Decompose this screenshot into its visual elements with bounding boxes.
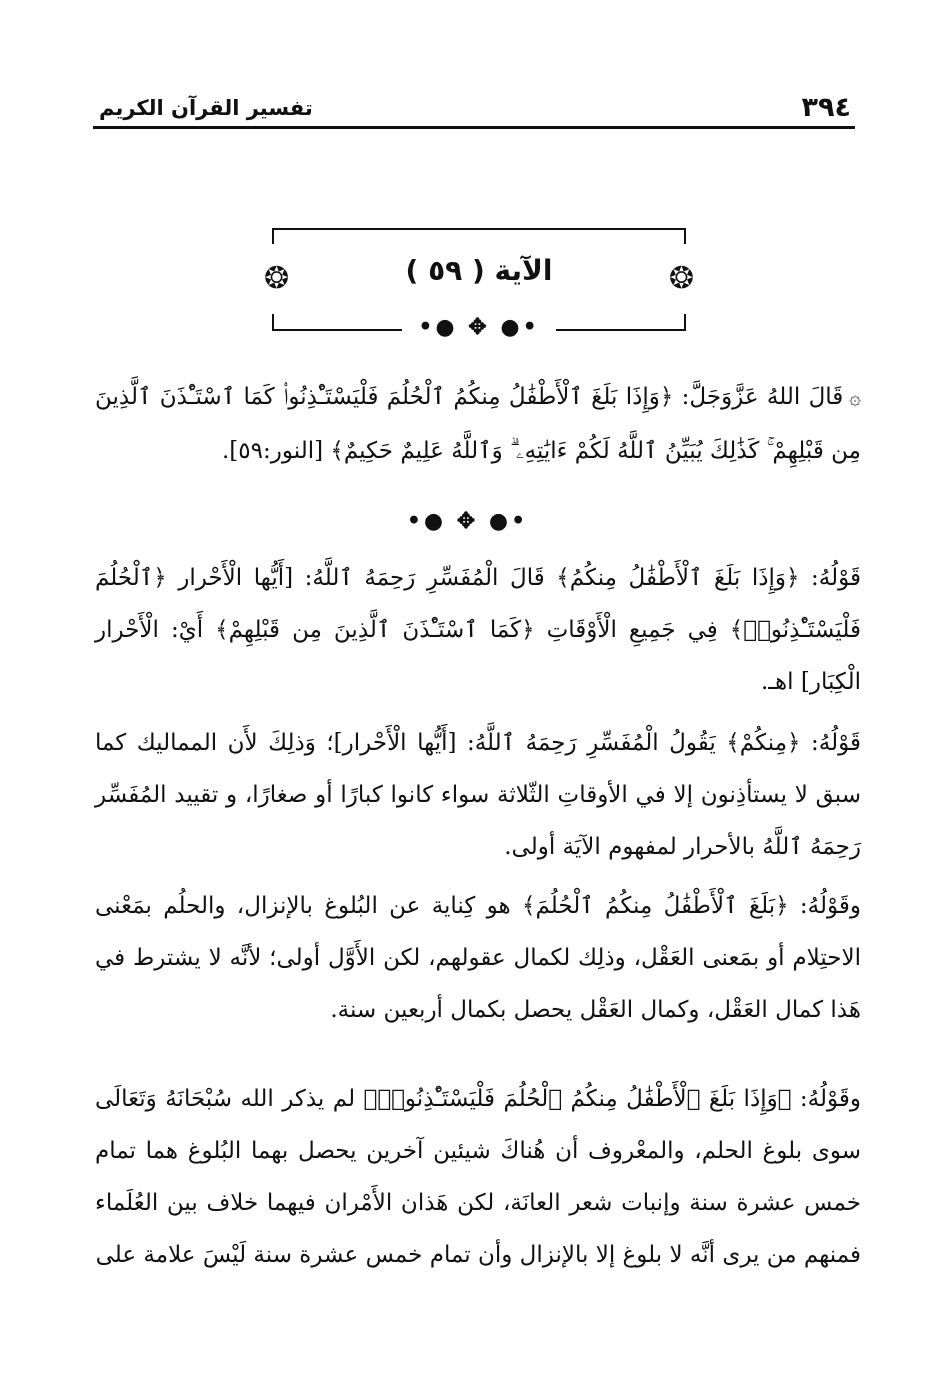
verse-text: قَالَ اللهُ عَزَّوَجَلَّ: ﴿وَإِذَا بَلَغَ ٱلْأَطْفَٰلُ مِنكُمُ ٱلْحُلُمَ فَلْيَسْتَـْٔذِنُوا۟ كَمَا ٱسْتَـْٔذَنَ ٱلَّذِينَ مِن قَبْلِهِمْ ۚ كَذَٰلِكَ يُبَيِّنُ ٱللَّهُ لَكُمْ ءَايَٰتِهِۦ ۗ وَٱللَّهُ عَلِيمٌ حَكِيمٌ﴾ [النور:٥٩].: [95, 384, 861, 464]
frame-right-top-tick: [684, 228, 686, 244]
running-header: [93, 92, 855, 129]
knot-ornament-icon: ❂: [668, 261, 694, 296]
quran-verse-paragraph: [95, 370, 861, 478]
verse-heading-frame: [264, 228, 694, 340]
ornamental-divider: •● ✥ ●•: [418, 314, 540, 340]
knot-ornament-icon: ❂: [264, 261, 290, 296]
ornamental-divider: •● ✥ ●•: [406, 508, 529, 534]
verse-title: الآية ( ٥٩ ): [405, 254, 553, 287]
frame-left-top-tick: [272, 228, 274, 244]
commentary-paragraph: قَوْلُهُ: ﴿وَإِذَا بَلَغَ ٱلْأَطْفَٰلُ مِنكُمُ﴾ قَالَ الْمُفَسِّرِ رَحِمَهُ ٱللَّهُ: [أَيُّها الْأَحْرار ﴿ٱلْحُلُمَ فَلْيَسْتَـْٔذِنُوا۟﴾ فِي جَمِيعِ الْأَوْقَاتِ ﴿كَمَا ٱسْتَـْٔذَنَ ٱلَّذِينَ مِن قَبْلِهِمْ﴾ أَيْ: الْأَحْرار الْكِبَار] اهـ.: [95, 565, 861, 695]
commentary-paragraph: قَوْلُهُ: ﴿مِنكُمْ﴾ يَقُولُ الْمُفَسِّرِ رَحِمَهُ ٱللَّهُ: [أَيُّها الْأَحْرار]؛ وَذلِكَ لأَن المماليك كما سبق لا يستأذِنون إلا في الأوقاتِ الثّلاثة سواء كانوا كبارًا أو صغارًا، و تقييد المُفَسِّر رَحِمَهُ ٱللَّهُ بالأحرار لمفهوم الآيَة أولى.: [95, 730, 861, 860]
page-number: ٣٩٤: [801, 92, 851, 123]
commentary-paragraph: وقَوْلُهُ: ﴿بَلَغَ ٱلْأَطْفَٰلُ مِنكُمُ ٱلْحُلُمَ﴾ هو كِناية عن البُلوغ بالإنزال، والحلُم بمَعْنى الاحتِلام أو بمَعنى العَقْل، وذلِك لكمال عقولهم، لكن الأَوَّل أولى؛ لأنَّه لا يشترط في هَذا كمال العَقْل، وكمال العَقْل يحصل بكمال أربعين سنة.: [95, 893, 861, 1023]
book-title: تفسير القرآن الكريم: [99, 96, 313, 120]
commentary-paragraph: وقَوْلُهُ: ﴿وَإِذَا بَلَغَ ٱلْأَطْفَٰلُ مِنكُمُ ٱلْحُلُمَ فَلْيَسْتَـْٔذِنُوا۟﴾ لم يذكر الله سُبْحَانَهُ وَتَعَالَى سوى بلوغ الحلم، والمعْروف أن هُناكَ شيئين آخرين يحصل بهما البُلوغ هما تمام خمس عشرة سنة وإنبات شعر العانَة، لكن هَذان الأَمْران فيهما خلاف بين العُلَماء فمنهم من يرى أنَّه لا بلوغ إلا بالإنزال وأن تمام خمس عشرة سنة لَيْسَ علامة على: [95, 1086, 861, 1268]
frame-top-line: [272, 228, 686, 230]
flower-bullet-icon: ۞: [849, 385, 861, 409]
